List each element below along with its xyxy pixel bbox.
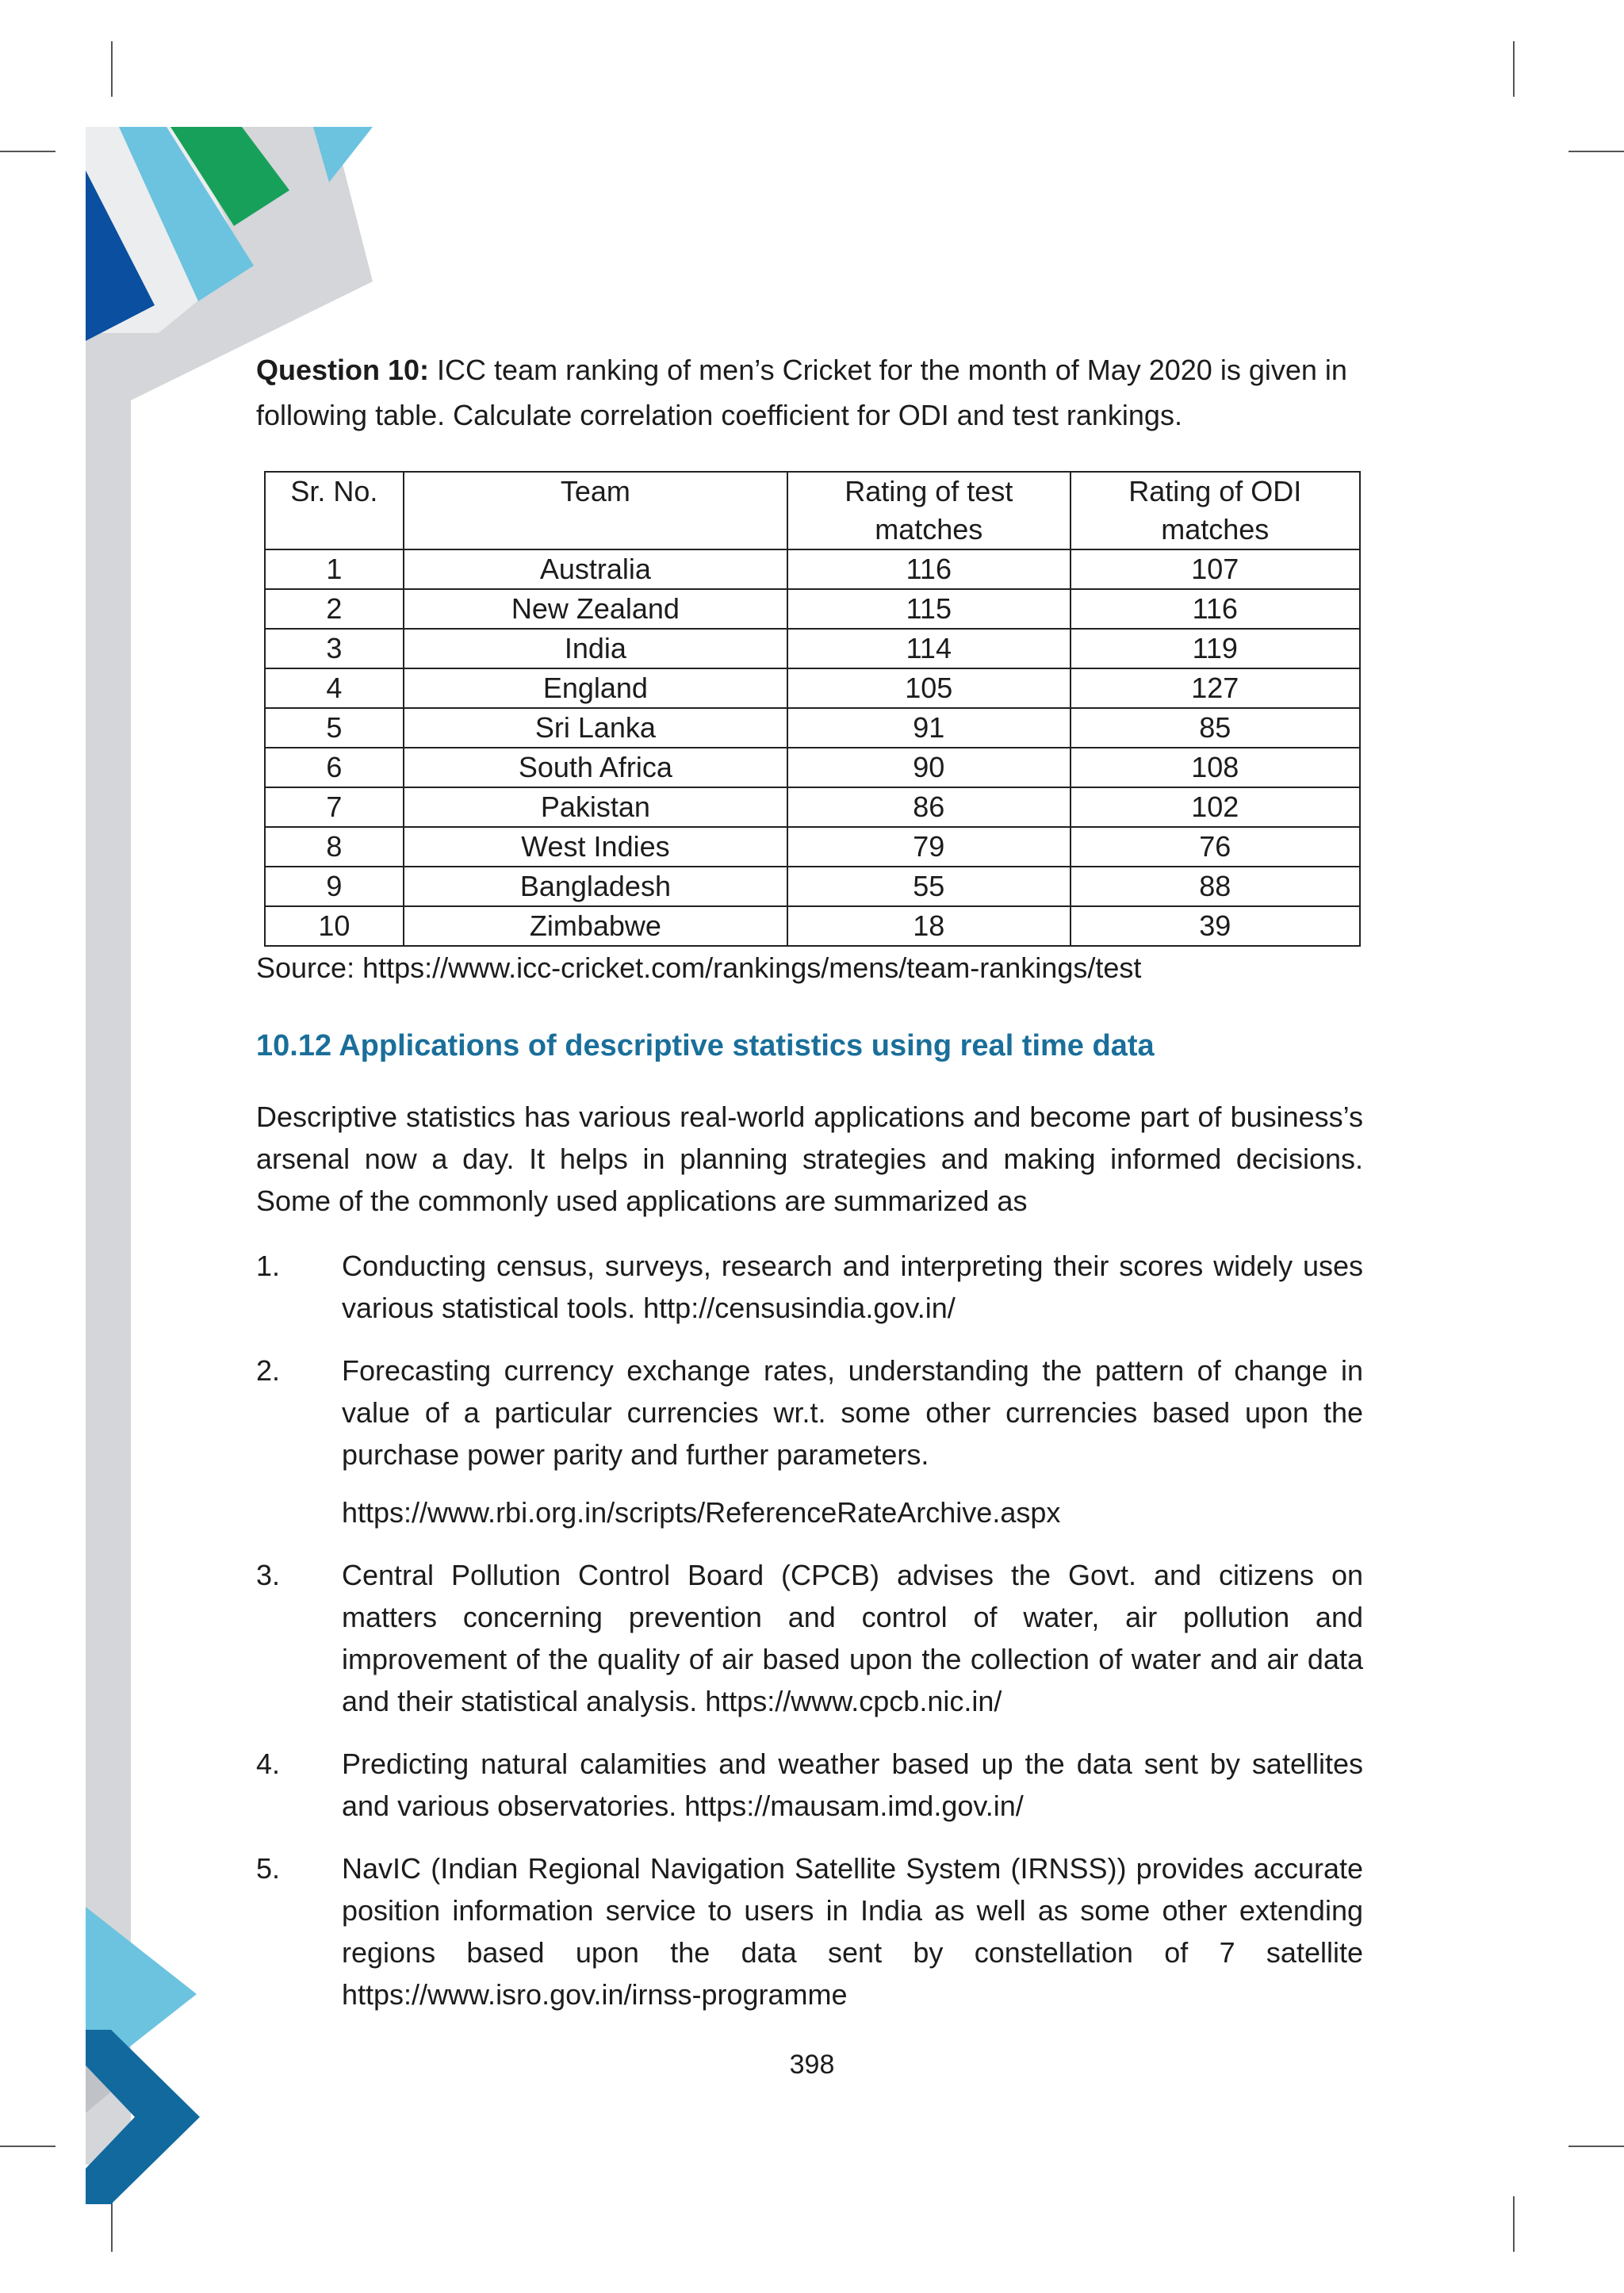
cell-odi-rating: 116 — [1071, 589, 1360, 629]
cell-odi-rating: 108 — [1071, 748, 1360, 787]
list-item — [256, 1743, 1363, 1827]
cell-sr-no: 9 — [265, 867, 404, 906]
cell-sr-no: 3 — [265, 629, 404, 668]
table-row — [265, 867, 1360, 906]
cell-test-rating: 90 — [787, 748, 1070, 787]
list-number: 3. — [256, 1559, 281, 1591]
cell-sr-no: 4 — [265, 668, 404, 708]
table-row — [265, 906, 1360, 946]
list-item — [256, 1847, 1363, 2015]
question-body: ICC team ranking of men’s Cricket for the month of May 2020 is given in following table. Calculate correlation coefficient for ODI and test rankings. — [256, 354, 1347, 431]
header-team: Team — [404, 472, 787, 549]
question-text — [256, 347, 1363, 438]
list-text: Conducting census, surveys, research and interpreting their scores widely uses various statistical tools. http://censusindia.gov.in/ — [342, 1250, 1363, 1324]
cell-sr-no: 5 — [265, 708, 404, 748]
list-item — [256, 1554, 1363, 1722]
cell-sr-no: 8 — [265, 827, 404, 867]
ranking-table — [264, 471, 1361, 947]
cell-test-rating: 55 — [787, 867, 1070, 906]
cell-test-rating: 116 — [787, 549, 1070, 589]
cell-team: India — [404, 629, 787, 668]
cell-team: Pakistan — [404, 787, 787, 827]
cell-odi-rating: 39 — [1071, 906, 1360, 946]
list-text: Predicting natural calamities and weather based up the data sent by satellites and various observatories. https://mausam.imd.gov.in/ — [342, 1748, 1363, 1822]
table-body — [265, 549, 1360, 946]
applications-list — [256, 1245, 1363, 2036]
list-text: Central Pollution Control Board (CPCB) advises the Govt. and citizens on matters concerning prevention and control of water, air pollution and improvement of the quality of air based upon the collection of water and air data and their statistical analysis. https://www.cpcb.nic.in/ — [342, 1559, 1363, 1717]
header-test-rating: Rating of test matches — [787, 472, 1070, 549]
cell-sr-no: 1 — [265, 549, 404, 589]
list-number: 5. — [256, 1852, 281, 1885]
intro-paragraph: Descriptive statistics has various real-world applications and become part of business’s arsenal now a day. It helps in planning strategies and making informed decisions. Some of the commonly used applications are summarized as — [256, 1101, 1363, 1217]
cell-team: Zimbabwe — [404, 906, 787, 946]
section-heading: 10.12 Applications of descriptive statistics using real time data — [256, 1029, 1155, 1062]
cell-test-rating: 91 — [787, 708, 1070, 748]
cell-sr-no: 2 — [265, 589, 404, 629]
question-label: Question 10: — [256, 354, 430, 386]
cell-odi-rating: 107 — [1071, 549, 1360, 589]
cell-test-rating: 115 — [787, 589, 1070, 629]
header-odi-rating: Rating of ODI matches — [1071, 472, 1360, 549]
cell-test-rating: 79 — [787, 827, 1070, 867]
cell-test-rating: 86 — [787, 787, 1070, 827]
list-text: NavIC (Indian Regional Navigation Satellite System (IRNSS)) provides accurate position information service to users in India as well as some other extending regions based upon the data sent by constellation of 7 satellite https://www.isro.gov.in/irnss-programme — [342, 1852, 1363, 2011]
table-header-row — [265, 472, 1360, 549]
table-row — [265, 787, 1360, 827]
table-row — [265, 708, 1360, 748]
table-row — [265, 668, 1360, 708]
list-item-url: https://www.rbi.org.in/scripts/ReferenceRateArchive.aspx — [342, 1496, 1061, 1529]
cell-team: Australia — [404, 549, 787, 589]
cell-test-rating: 114 — [787, 629, 1070, 668]
list-item — [256, 1349, 1363, 1476]
cell-test-rating: 18 — [787, 906, 1070, 946]
header-sr-no: Sr. No. — [265, 472, 404, 549]
table-row — [265, 589, 1360, 629]
cell-test-rating: 105 — [787, 668, 1070, 708]
list-number: 2. — [256, 1354, 281, 1387]
cell-odi-rating: 85 — [1071, 708, 1360, 748]
list-number: 4. — [256, 1748, 281, 1780]
table-row — [265, 827, 1360, 867]
source-line: Source: https://www.icc-cricket.com/rankings/mens/team-rankings/test — [256, 951, 1142, 984]
cell-odi-rating: 76 — [1071, 827, 1360, 867]
list-item — [256, 1245, 1363, 1329]
list-number: 1. — [256, 1250, 281, 1282]
table-row — [265, 748, 1360, 787]
cell-odi-rating: 102 — [1071, 787, 1360, 827]
table-row — [265, 629, 1360, 668]
cell-team: England — [404, 668, 787, 708]
cell-sr-no: 6 — [265, 748, 404, 787]
cell-team: West Indies — [404, 827, 787, 867]
cell-sr-no: 10 — [265, 906, 404, 946]
table-row — [265, 549, 1360, 589]
cell-odi-rating: 88 — [1071, 867, 1360, 906]
cell-odi-rating: 119 — [1071, 629, 1360, 668]
cell-team: Sri Lanka — [404, 708, 787, 748]
list-text: Forecasting currency exchange rates, understanding the pattern of change in value of a particular currencies wr.t. some other currencies based upon the purchase power parity and further parameters. — [342, 1354, 1363, 1471]
cell-team: South Africa — [404, 748, 787, 787]
cell-odi-rating: 127 — [1071, 668, 1360, 708]
cell-team: New Zealand — [404, 589, 787, 629]
cell-team: Bangladesh — [404, 867, 787, 906]
page-number: 398 — [789, 2050, 835, 2080]
cell-sr-no: 7 — [265, 787, 404, 827]
